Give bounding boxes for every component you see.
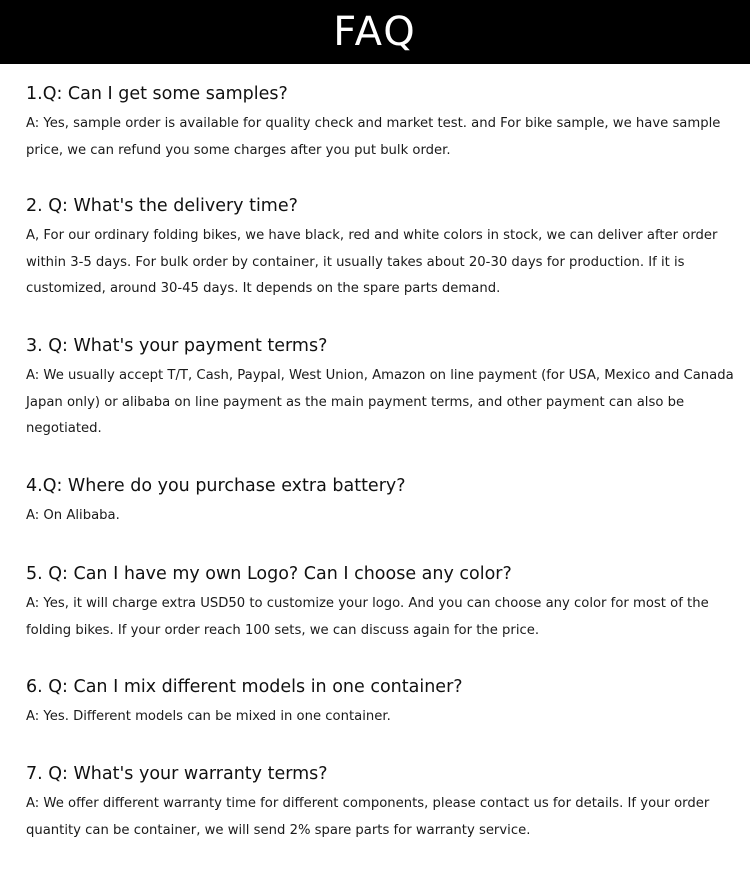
page-title: FAQ [333, 9, 417, 55]
faq-answer: A: Yes. Different models can be mixed in one container. [26, 709, 391, 724]
faq-answer: A, For our ordinary folding bikes, we have black, red and white colors in stock, we can deliver after order within 3-5 days. For bulk order by container, it usually takes about 20-30 days for production. If it is customized, around 30-45 days. It depends on the spare parts demand. [26, 228, 718, 296]
faq-answer: A: We usually accept T/T, Cash, Paypal, West Union, Amazon on line payment (for USA, Mexico and Canada Japan only) or alibaba on line payment as the main payment terms, and other payment can also be negotiated. [26, 368, 734, 436]
faq-question: 1.Q: Can I get some samples? [26, 84, 288, 104]
faq-item [26, 194, 736, 303]
faq-answer: A: We offer different warranty time for different components, please contact us for details. If your order quantity can be container, we will send 2% spare parts for warranty service. [26, 796, 710, 838]
faq-question: 3. Q: What's your payment terms? [26, 336, 328, 356]
faq-header [0, 0, 750, 64]
faq-item [26, 562, 736, 644]
faq-answer: A: Yes, it will charge extra USD50 to customize your logo. And you can choose any color for most of the folding bikes. If your order reach 100 sets, we can discuss again for the price. [26, 596, 709, 638]
faq-item [26, 762, 736, 844]
faq-item [26, 474, 736, 530]
faq-answer: A: On Alibaba. [26, 508, 120, 523]
faq-item [26, 82, 736, 164]
faq-answer: A: Yes, sample order is available for quality check and market test. and For bike sample, we have sample price, we can refund you some charges after you put bulk order. [26, 116, 721, 158]
faq-question: 7. Q: What's your warranty terms? [26, 764, 328, 784]
faq-item [26, 675, 736, 731]
faq-question: 5. Q: Can I have my own Logo? Can I choose any color? [26, 564, 512, 584]
faq-item [26, 334, 736, 443]
faq-question: 6. Q: Can I mix different models in one container? [26, 677, 463, 697]
faq-question: 4.Q: Where do you purchase extra battery? [26, 476, 406, 496]
faq-question: 2. Q: What's the delivery time? [26, 196, 298, 216]
